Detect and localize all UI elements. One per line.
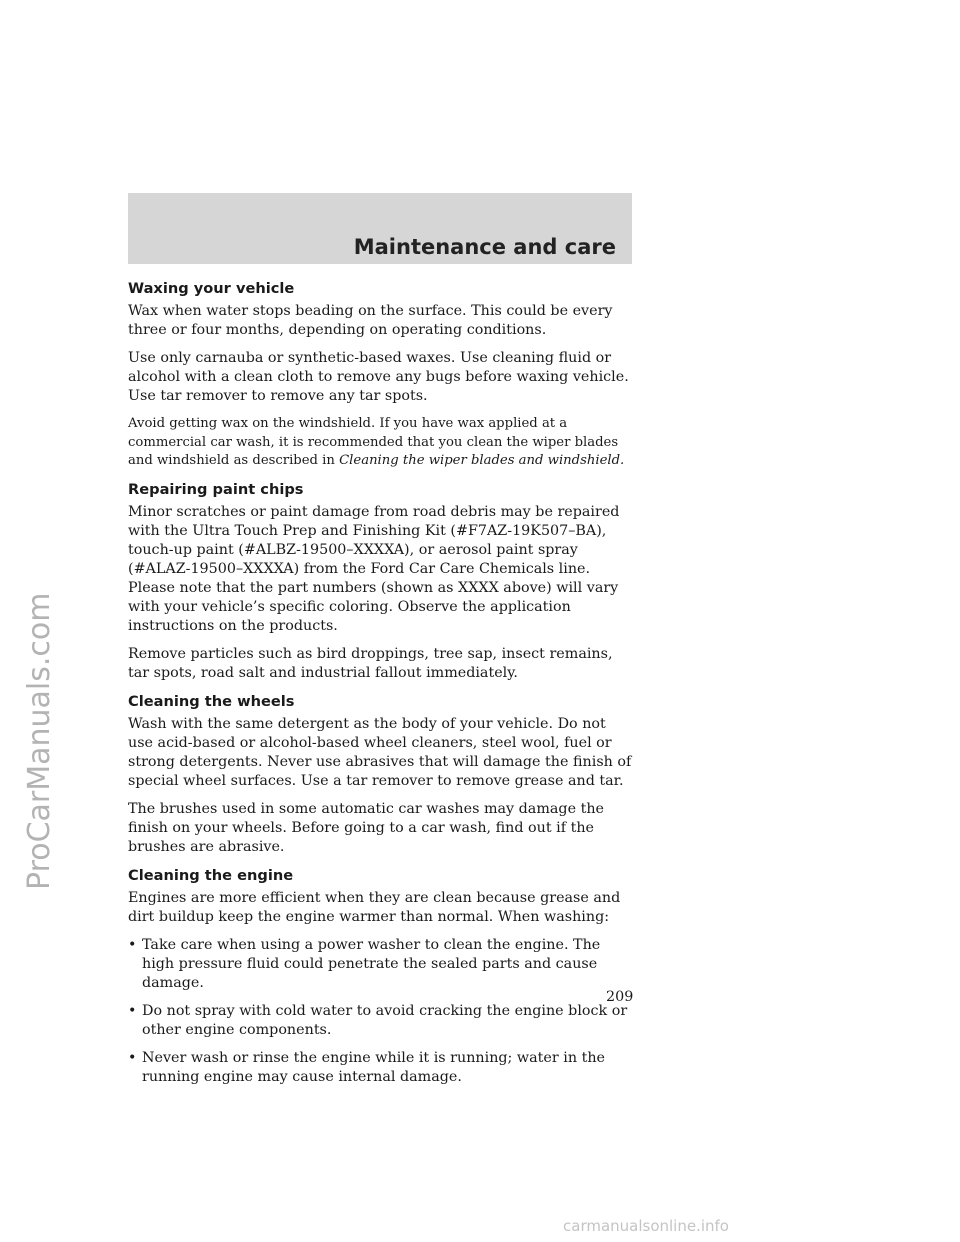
footer-watermark: carmanualsonline.info bbox=[563, 1217, 729, 1235]
paint-chips-paragraph-2: Remove particles such as bird droppings, tree sap, insect remains, tar spots, road salt and industrial fallout immediately. bbox=[128, 645, 613, 681]
wiper-cleaning-reference: Cleaning the wiper blades and windshield. bbox=[339, 453, 625, 468]
page-number: 209 bbox=[606, 989, 634, 1005]
side-watermark-text: ProCarManuals.com bbox=[22, 592, 57, 890]
section-title: Maintenance and care bbox=[353, 235, 616, 259]
list-item bbox=[128, 1049, 634, 1087]
list-item-text: Take care when using a power washer to clean the engine. The high pressure fluid could penetrate the sealed parts and cause damage. bbox=[142, 936, 601, 991]
waxing-paragraph-3-text: Avoid getting wax on the windshield. If you have wax applied at a commercial car wash, it is recommended that you clean the wiper blades and windshield as described in bbox=[128, 416, 619, 468]
wheels-paragraph-1: Wash with the same detergent as the body of your vehicle. Do not use acid-based or alcohol-based wheel cleaners, steel wool, fuel or strong detergents. Never use abrasives that will damage the finish of special wheel surfaces. Use a tar remover to remove grease and tar. bbox=[128, 715, 632, 789]
list-item-text: Never wash or rinse the engine while it is running; water in the running engine may cause internal damage. bbox=[142, 1049, 605, 1085]
paint-chips-paragraph-1: Minor scratches or paint damage from road debris may be repaired with the Ultra Touch Prep and Finishing Kit (#F7AZ-19K507–BA), touch-up paint (#ALBZ-19500–XXXXA), or aerosol paint spray (#ALAZ-19500–XXXXA) from the Ford Car Care Chemicals line. Please note that the part numbers (shown as XXXX above) will vary with your vehicle’s specific coloring. Observe the application instructions on the products. bbox=[128, 503, 620, 634]
engine-washing-list bbox=[128, 936, 634, 1087]
list-item-text: Do not spray with cold water to avoid cracking the engine block or other engine components. bbox=[142, 1002, 628, 1038]
page-content bbox=[128, 276, 634, 1096]
heading-paint-chips: Repairing paint chips bbox=[128, 480, 304, 498]
bullet-icon: • bbox=[128, 1049, 137, 1066]
bullet-icon: • bbox=[128, 1002, 137, 1019]
bullet-icon: • bbox=[128, 936, 137, 953]
wheels-paragraph-2: The brushes used in some automatic car washes may damage the finish on your wheels. Before going to a car wash, find out if the brushes are abrasive. bbox=[128, 800, 604, 855]
heading-waxing: Waxing your vehicle bbox=[128, 280, 295, 297]
section-header-band bbox=[128, 193, 632, 264]
waxing-paragraph-1: Wax when water stops beading on the surface. This could be every three or four months, depending on operating conditions. bbox=[128, 303, 613, 338]
waxing-paragraph-3 bbox=[128, 415, 634, 471]
engine-paragraph-1: Engines are more efficient when they are clean because grease and dirt buildup keep the engine warmer than normal. When washing: bbox=[128, 889, 621, 925]
heading-engine: Cleaning the engine bbox=[128, 866, 294, 884]
waxing-paragraph-2: Use only carnauba or synthetic-based waxes. Use cleaning fluid or alcohol with a clean cloth to remove any bugs before waxing vehicle. Use tar remover to remove any tar spots. bbox=[128, 350, 629, 404]
list-item bbox=[128, 936, 634, 993]
list-item bbox=[128, 1002, 634, 1040]
heading-wheels: Cleaning the wheels bbox=[128, 692, 295, 710]
